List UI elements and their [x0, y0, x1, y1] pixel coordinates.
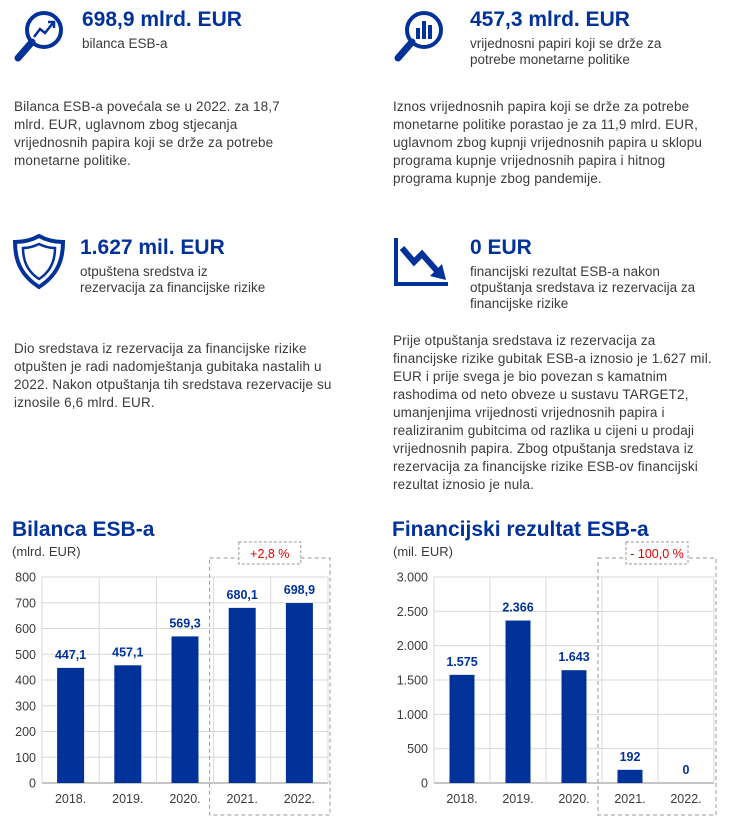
- chart-balance-unit: (mlrd. EUR): [12, 544, 81, 559]
- result-ytick-label: 500: [407, 742, 428, 757]
- chart-result: [380, 540, 740, 816]
- securities-paragraph: Iznos vrijednosnih papira koji se drže za potrebe monetarne politike porastao je za 11,9 mlrd. EUR, uglavnom zbog kupnji vrijednosnih papira u sklopu programa kupnje vrijednosnih papira i hitnog programa kupnje zbog pandemije.: [393, 99, 703, 186]
- balance-data-label: 680,1: [226, 587, 258, 602]
- balance-ytick-label: 500: [15, 647, 36, 662]
- result-bar: [450, 675, 475, 783]
- chart-balance-title: Bilanca ESB-a: [12, 518, 155, 541]
- balance-ytick-label: 300: [15, 699, 36, 714]
- provisions-subtitle: otpuštena sredstva iz rezervacija za financijske rizike: [80, 264, 266, 295]
- result-data-label: 2.366: [502, 600, 534, 615]
- result-paragraph: Prije otpuštanja sredstava iz rezervacija za financijske rizike gubitak ESB-a iznosio je 1.627 mil. EUR i prije svega je bio povezan s kamatnim rashodima od neto obveze u sustavu TARGET2, umanjenjima vrijednosti vrijednosnih papira i realiziranim gubitcima od razlika u cijeni u prodaji vrijednosnih papira. Zbog otpuštanja sredstava iz rezervacija za financijske rizike ESB-ov financijski rezultat iznosio je nula.: [393, 333, 712, 492]
- result-annotation-box: [598, 558, 716, 815]
- result-ytick-label: 2.500: [396, 604, 428, 619]
- balance-category-label: 2020.: [169, 792, 201, 806]
- downward-trend-arrow-icon: [392, 232, 450, 290]
- balance-ytick-label: 400: [15, 673, 36, 688]
- balance-value: 698,9 mlrd. EUR: [82, 8, 242, 31]
- result-category-label: 2021.: [614, 792, 646, 806]
- balance-ytick-label: 100: [15, 750, 36, 765]
- result-data-label: 1.643: [558, 650, 590, 665]
- balance-subtitle: bilanca ESB-a: [82, 36, 168, 51]
- balance-category-label: 2022.: [283, 792, 316, 806]
- result-category-label: 2018.: [446, 792, 478, 806]
- result-ytick-label: 0: [421, 776, 428, 791]
- balance-ytick-label: 600: [15, 622, 36, 636]
- balance-category-label: 2019.: [112, 792, 144, 806]
- result-category-label: 2020.: [558, 792, 590, 806]
- result-ytick-label: 2.000: [396, 639, 428, 654]
- balance-bar: [286, 603, 313, 783]
- result-bar: [562, 670, 587, 783]
- magnifier-bar-chart-icon: [392, 8, 450, 66]
- balance-data-label: 457,1: [112, 645, 144, 660]
- result-category-label: 2022.: [670, 792, 702, 806]
- result-data-label: 192: [619, 749, 641, 764]
- balance-ytick-label: 0: [29, 776, 36, 791]
- balance-data-label: 698,9: [283, 583, 316, 598]
- balance-annotation-label: +2,8 %: [250, 547, 290, 561]
- magnifier-line-chart-icon: [12, 8, 70, 66]
- balance-paragraph: Bilanca ESB-a povećala se u 2022. za 18,7 mlrd. EUR, uglavnom zbog stjecanja vrijednosnih papira koji se drže za potrebe monetarne politike.: [14, 99, 280, 168]
- result-ytick-label: 1.500: [396, 673, 428, 688]
- balance-category-label: 2021.: [226, 792, 258, 806]
- balance-category-label: 2018.: [54, 792, 87, 806]
- provisions-paragraph: Dio sredstava iz rezervacija za financijske rizike otpušten je radi nadomještanja gubitaka nastalih u 2022. Nakon otpuštanja tih sredstava rezervacije su iznosile 6,6 mlrd. EUR.: [14, 341, 332, 410]
- shield-icon: [10, 232, 68, 290]
- balance-data-label: 447,1: [54, 647, 87, 662]
- balance-ytick-label: 800: [15, 570, 36, 585]
- result-bar: [618, 770, 643, 783]
- balance-bar: [229, 608, 256, 783]
- balance-ytick-label: 200: [15, 725, 36, 739]
- result-category-label: 2019.: [502, 792, 534, 806]
- provisions-value: 1.627 mil. EUR: [80, 236, 225, 259]
- result-bar: [506, 621, 531, 783]
- result-data-label: 1.575: [446, 654, 478, 669]
- balance-bar: [172, 636, 199, 783]
- result-subtitle: financijski rezultat ESB-a nakon otpuštanja sredstava iz rezervacija za financijske rizike: [470, 264, 696, 311]
- result-ytick-label: 1.000: [396, 707, 428, 722]
- result-value: 0 EUR: [470, 236, 532, 259]
- chart-balance: [0, 540, 370, 816]
- balance-bar: [57, 668, 84, 783]
- securities-subtitle: vrijednosni papiri koji se drže za potrebe monetarne politike: [470, 36, 662, 67]
- balance-data-label: 569,3: [169, 616, 201, 631]
- balance-bar: [114, 665, 141, 783]
- chart-result-unit: (mil. EUR): [393, 544, 453, 559]
- result-data-label: 0: [682, 763, 690, 777]
- result-ytick-label: 3.000: [396, 570, 428, 585]
- securities-value: 457,3 mlrd. EUR: [470, 8, 630, 31]
- result-annotation-label: - 100,0 %: [630, 547, 684, 561]
- balance-ytick-label: 700: [15, 596, 36, 611]
- chart-result-title: Financijski rezultat ESB-a: [392, 518, 649, 541]
